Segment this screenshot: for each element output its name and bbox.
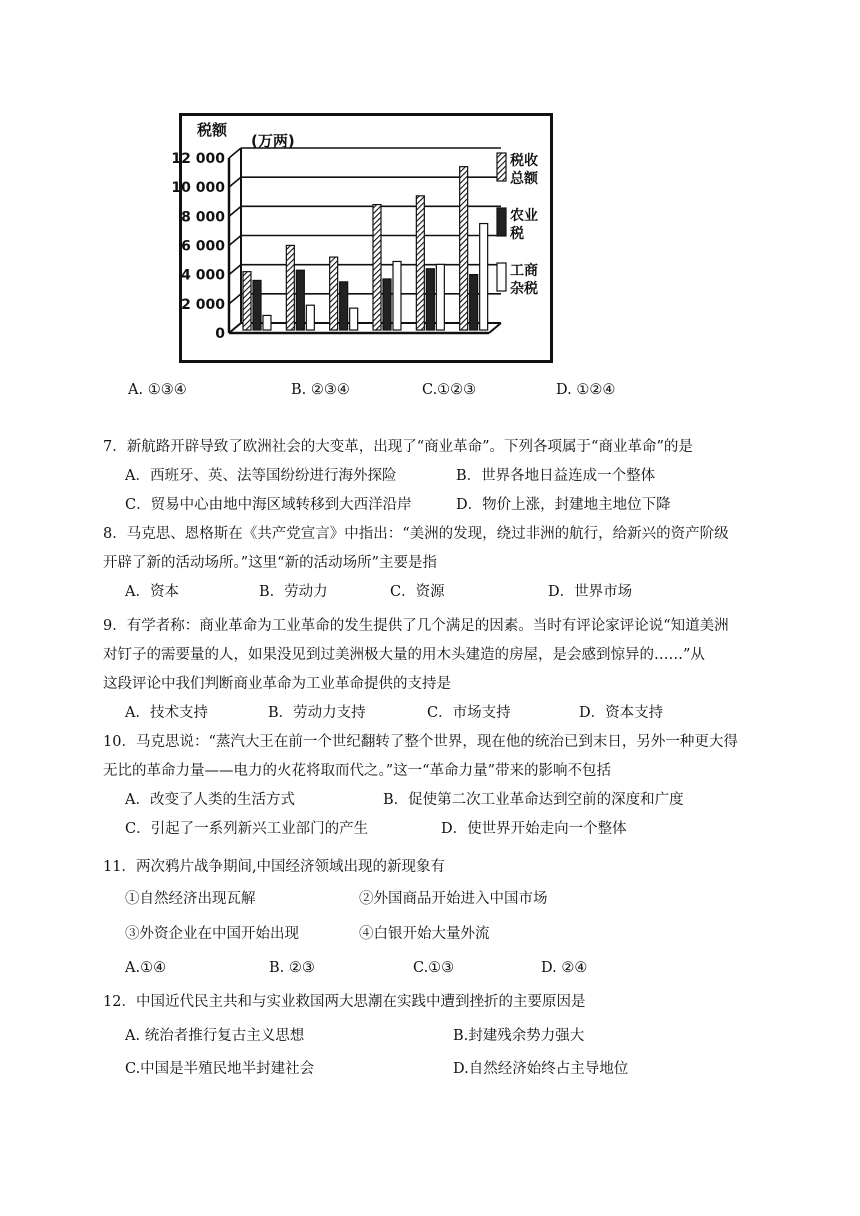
legend-label: 税 — [510, 226, 524, 242]
q6-option-c: C.①②③ — [422, 382, 477, 398]
q6-option-a: A. ①③④ — [128, 382, 187, 398]
q12-stem: 12．中国近代民主共和与实业救国两大思潮在实践中遭到挫折的主要原因是 — [103, 994, 586, 1010]
tax-bar-chart — [171, 113, 553, 363]
bar-tax-total — [243, 272, 251, 330]
tax-chart — [171, 113, 553, 363]
q6-option-b: B. ②③④ — [291, 382, 350, 398]
bar-tax-total — [416, 196, 424, 330]
q11-option-a: A.①④ — [125, 960, 167, 976]
q9-stem-line3: 这段评论中我们判断商业革命为工业革命提供的支持是 — [103, 676, 451, 692]
q11-item-2: ②外国商品开始进入中国市场 — [359, 891, 548, 907]
q10-option-b: B．促使第二次工业革命达到空前的深度和广度 — [383, 792, 684, 808]
q10-option-d: D．使世界开始走向一个整体 — [441, 821, 627, 837]
legend-label: 农业 — [510, 208, 538, 224]
bar-commerce-tax — [350, 308, 358, 330]
bar-tax-total — [330, 257, 338, 330]
q7-option-c: C．贸易中心由地中海区域转移到大西洋沿岸 — [125, 497, 412, 513]
bar-tax-total — [286, 245, 294, 330]
q11-item-4: ④白银开始大量外流 — [359, 926, 490, 942]
q12-option-b: B.封建残余势力强大 — [453, 1028, 585, 1044]
chart-ytick-label: 0 — [215, 326, 225, 342]
q9-option-b: B．劳动力支持 — [268, 705, 366, 721]
q9-option-a: A．技术支持 — [125, 705, 208, 721]
legend-label: 总额 — [510, 171, 538, 187]
bar-tax-total — [460, 167, 468, 330]
chart-ytick-label: 12 000 — [171, 151, 225, 167]
q12-option-a: A. 统治者推行复古主义思想 — [125, 1028, 305, 1044]
q11-option-b: B. ②③ — [269, 960, 315, 976]
chart-ytick-label: 10 000 — [171, 180, 225, 197]
bar-agri-tax — [253, 280, 261, 330]
bar-commerce-tax — [480, 224, 488, 330]
bar-agri-tax — [470, 275, 478, 330]
q10-stem-line1: 10．马克思说：“蒸汽大王在前一个世纪翻转了整个世界，现在他的统治已到末日，另外一种更大得 — [103, 734, 738, 750]
bar-agri-tax — [426, 269, 434, 330]
q11-option-d: D. ②④ — [541, 960, 588, 976]
bar-agri-tax — [383, 279, 391, 330]
bar-commerce-tax — [436, 264, 444, 330]
legend-swatch — [497, 153, 506, 181]
q9-stem-line2: 对钉子的需要量的人，如果没见到过美洲极大量的用木头建造的房屋，是会感到惊异的……”从 — [103, 647, 705, 663]
q8-stem-line2: 开辟了新的活动场所。”这里“新的活动场所”主要是指 — [103, 555, 437, 571]
q6-option-d: D. ①②④ — [556, 382, 616, 398]
q12-option-c: C.中国是半殖民地半封建社会 — [125, 1061, 315, 1077]
q9-stem-line1: 9．有学者称：商业革命为工业革命的发生提供了几个满足的因素。当时有评论家评论说“知道美洲 — [103, 618, 729, 634]
legend-label: 工商 — [510, 263, 538, 279]
q10-option-c: C．引起了一系列新兴工业部门的产生 — [125, 821, 369, 837]
q8-option-c: C．资源 — [390, 584, 445, 600]
legend-swatch — [497, 208, 506, 236]
q11-item-1: ①自然经济出现瓦解 — [125, 891, 256, 907]
legend-label: 税收 — [510, 153, 538, 169]
q10-option-a: A．改变了人类的生活方式 — [125, 792, 295, 808]
q8-option-b: B．劳动力 — [259, 584, 328, 600]
chart-ytick-label: 6 000 — [181, 238, 225, 255]
legend-label: 杂税 — [510, 281, 538, 297]
chart-unit: (万两) — [251, 132, 295, 150]
q9-option-d: D．资本支持 — [579, 705, 664, 721]
bar-commerce-tax — [306, 305, 314, 330]
bar-tax-total — [373, 205, 381, 330]
q12-option-d: D.自然经济始终占主导地位 — [453, 1061, 629, 1077]
bar-commerce-tax — [393, 261, 401, 330]
chart-ylabel: 税额 — [197, 121, 228, 139]
q7-option-a: A．西班牙、英、法等国纷纷进行海外探险 — [125, 468, 397, 484]
q7-option-b: B．世界各地日益连成一个整体 — [456, 468, 656, 484]
q8-option-a: A．资本 — [125, 584, 179, 600]
bar-agri-tax — [296, 270, 304, 330]
q11-item-3: ③外资企业在中国开始出现 — [125, 926, 299, 942]
q11-stem: 11．两次鸦片战争期间,中国经济领域出现的新现象有 — [103, 859, 446, 875]
q9-option-c: C．市场支持 — [427, 705, 511, 721]
chart-ytick-label: 2 000 — [181, 296, 225, 313]
bar-commerce-tax — [263, 315, 271, 330]
chart-ytick-label: 8 000 — [181, 209, 225, 226]
q8-option-d: D．世界市场 — [548, 584, 633, 600]
chart-ytick-label: 4 000 — [181, 267, 225, 284]
q11-option-c: C.①③ — [413, 960, 455, 976]
q7-option-d: D．物价上涨，封建地主地位下降 — [456, 497, 671, 513]
q8-stem-line1: 8．马克思、恩格斯在《共产党宣言》中指出：“美洲的发现，绕过非洲的航行，给新兴的资产阶级 — [103, 526, 729, 542]
q7-stem: 7．新航路开辟导致了欧洲社会的大变革，出现了“商业革命”。下列各项属于“商业革命”的是 — [103, 439, 693, 455]
legend-swatch — [497, 263, 506, 291]
bar-agri-tax — [340, 282, 348, 330]
q10-stem-line2: 无比的革命力量——电力的火花将取而代之。”这一“革命力量”带来的影响不包括 — [103, 763, 611, 779]
